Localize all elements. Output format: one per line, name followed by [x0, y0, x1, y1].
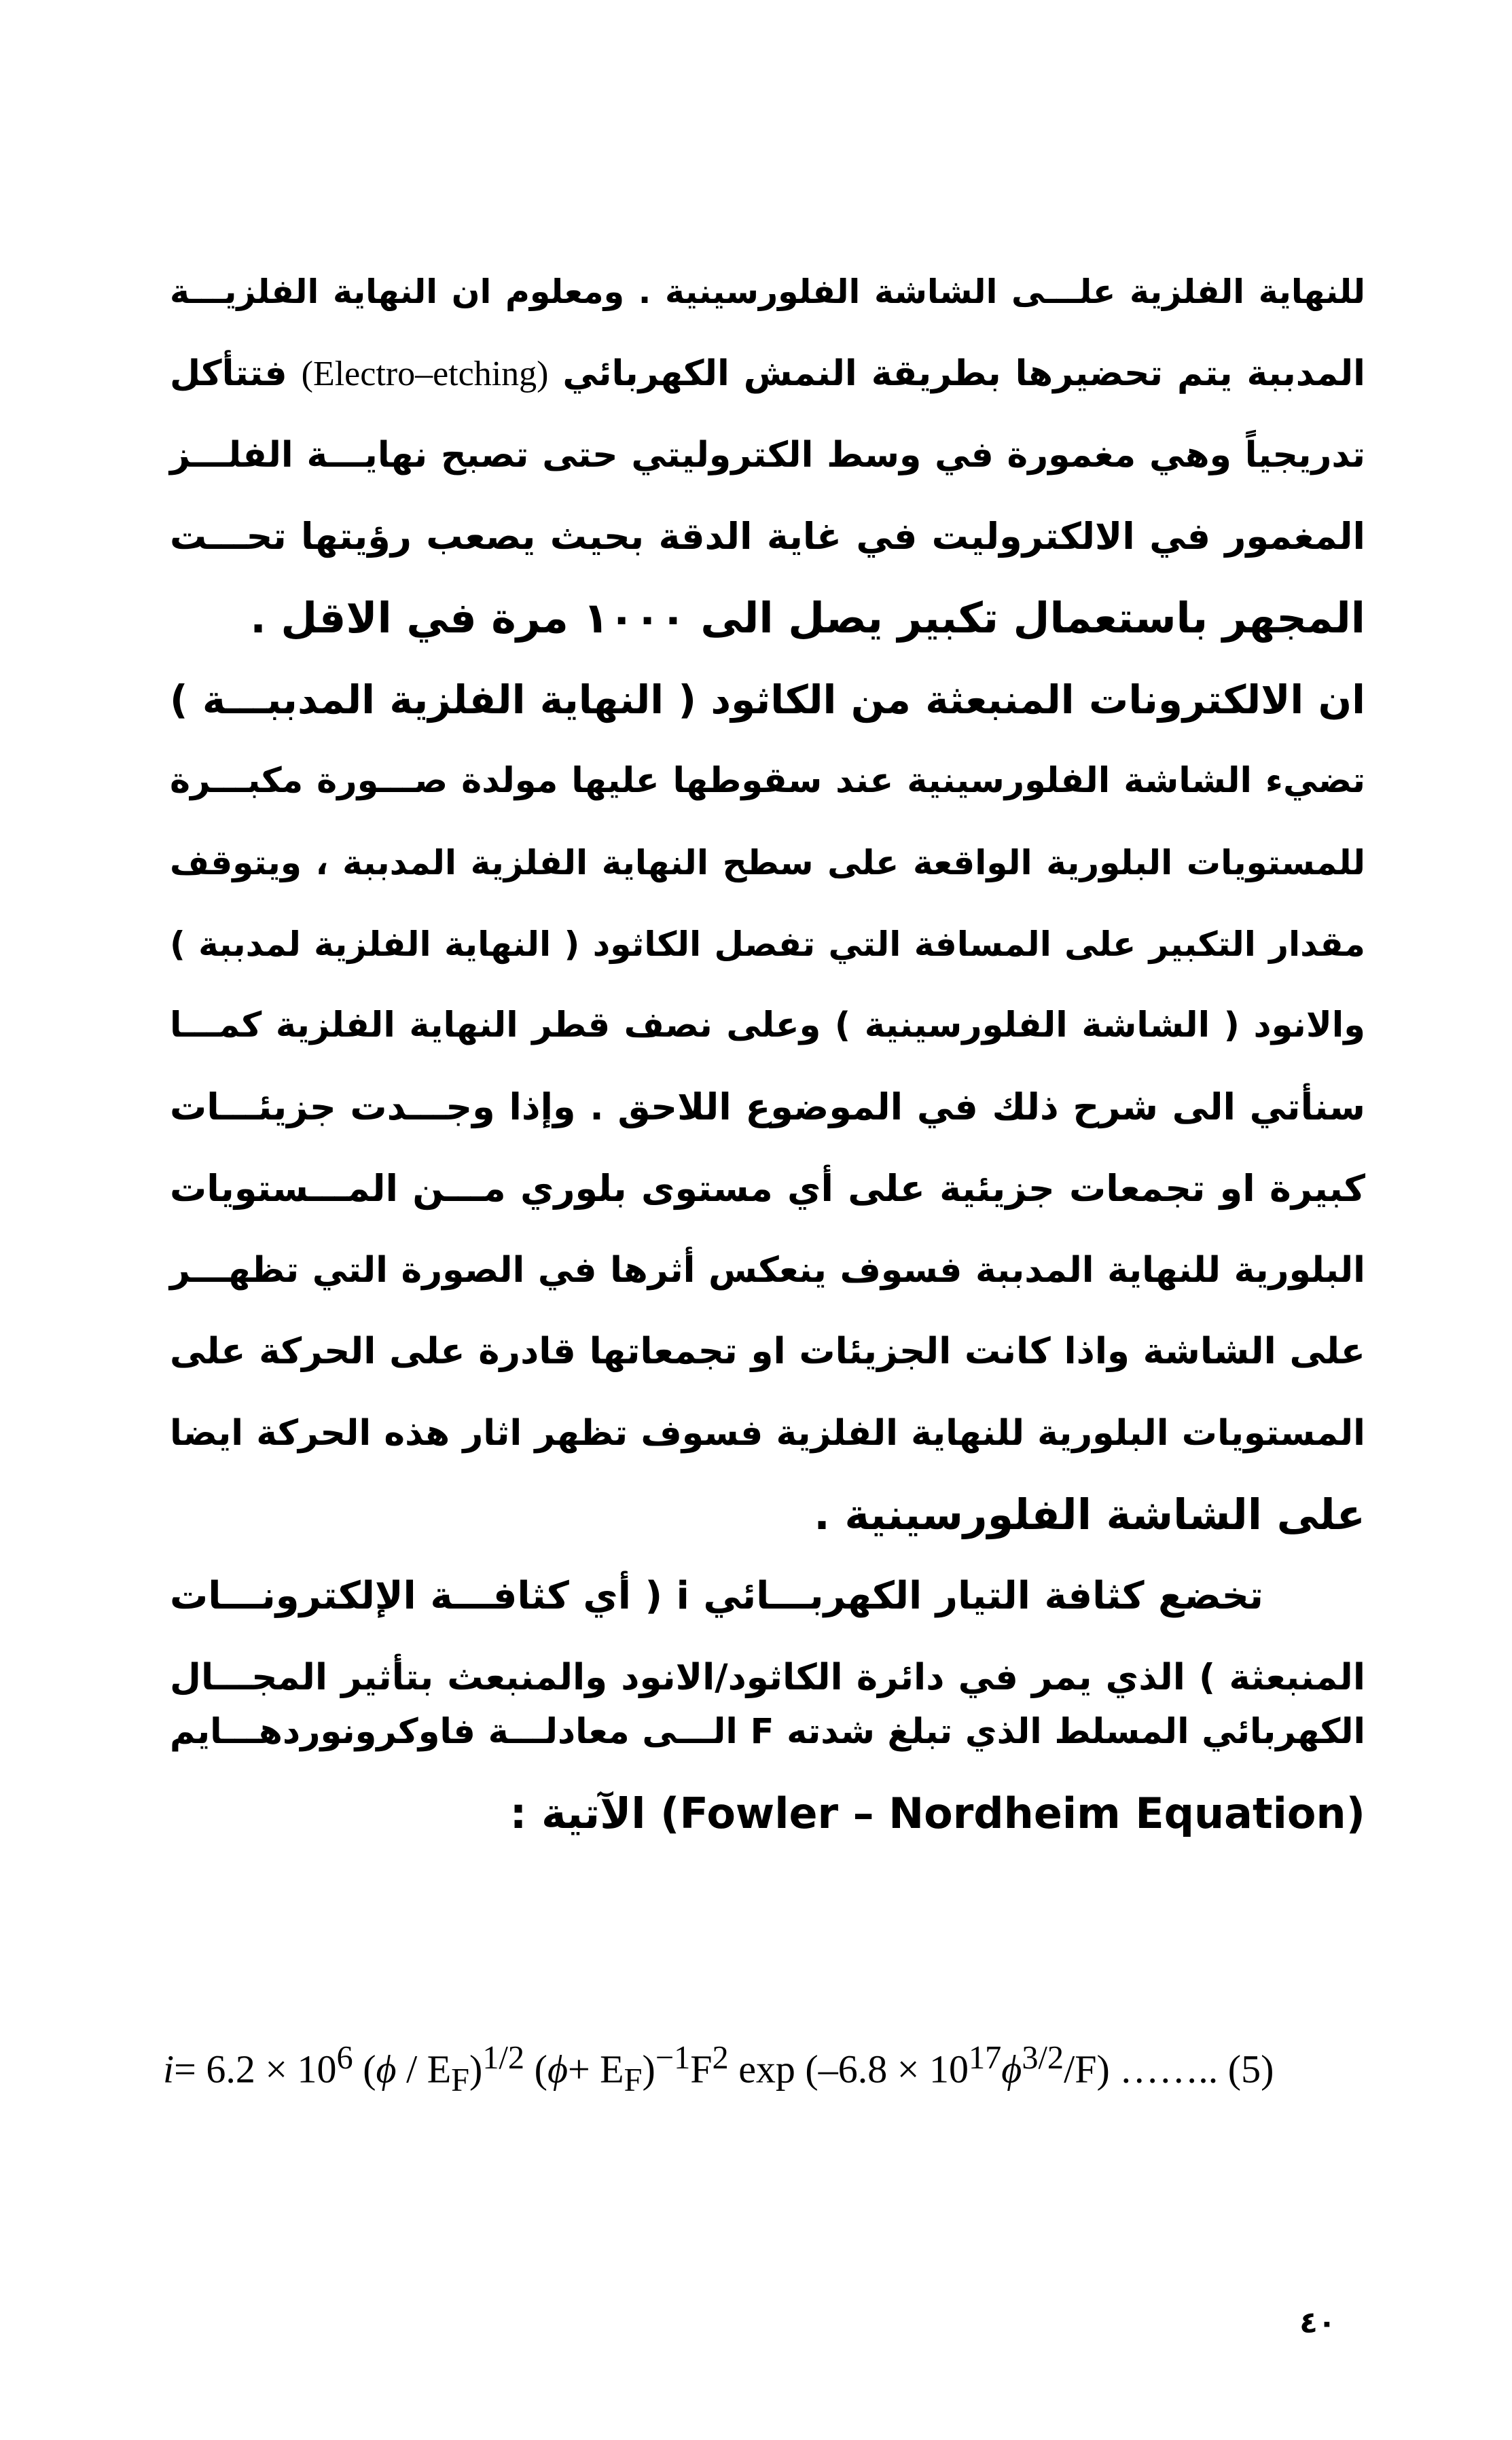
text-line-1: للنهاية الفلزية علـــى الشاشة الفلورسينية . ومعلوم ان النهاية الفلزيـــة: [170, 272, 1365, 311]
text-line-10: والانود ( الشاشة الفلورسينية ) وعلى نصف قطر النهاية الفلزية كمـــا: [170, 1005, 1365, 1045]
eq-subscript: F: [624, 2062, 643, 2098]
eq-part: (: [353, 2047, 376, 2092]
eq-phi-symbol: ϕ: [376, 2047, 397, 2092]
eq-exponent: 17: [968, 2040, 1002, 2076]
eq-part: (: [524, 2047, 547, 2092]
eq-phi-symbol: ϕ: [1001, 2047, 1022, 2092]
eq-part: F: [690, 2047, 713, 2092]
fowler-nordheim-equation: [163, 2017, 1358, 2099]
text-line-8: للمستويات البلورية الواقعة على سطح النهاية الفلزية المدببة ، ويتوقف: [170, 843, 1365, 882]
eq-current-symbol: i: [163, 2047, 175, 2092]
page-number: ٤٠: [1299, 2306, 1336, 2340]
body-text-continued: [170, 1712, 1365, 2017]
eq-part: / E: [396, 2047, 452, 2092]
eq-phi-symbol: ϕ: [547, 2047, 568, 2092]
text-line-15: المستويات البلورية للنهاية الفلزية فسوف تظهر اثار هذه الحركة ايضا: [170, 1413, 1365, 1454]
latin-term: (Electro–etching): [301, 355, 549, 393]
eq-part: /F) …….. (5): [1064, 2047, 1274, 2092]
text-line-4: المغمور في الالكتروليت في غاية الدقة بحيث يصعب رؤيتها تحـــت: [170, 515, 1365, 558]
text-line-19: الكهربائي المسلط الذي تبلغ شدته F الـــى معادلـــة فاوكرونوردهـــايم: [170, 1712, 1365, 1752]
eq-exponent: 3/2: [1022, 2040, 1064, 2076]
eq-part: ): [642, 2047, 655, 2092]
eq-part: + E: [567, 2047, 624, 2092]
text-line-7: تضيء الشاشة الفلورسينية عند سقوطها عليها مولدة صـــورة مكبـــرة: [170, 761, 1365, 801]
text-line-9: مقدار التكبير على المسافة التي تفصل الكاثود ( النهاية الفلزية لمدببة ): [170, 925, 1365, 964]
text-line-3: تدريجياً وهي مغمورة في وسط الكتروليتي حتى تصبح نهايـــة الفلـــز: [170, 435, 1365, 476]
eq-subscript: F: [451, 2062, 470, 2098]
body-text: [170, 251, 1365, 1698]
eq-exponent: −1: [655, 2040, 691, 2076]
text-line-17: تخضع كثافة التيار الكهربـــائي i ( أي كثافـــة الإلكترونـــات: [170, 1574, 1263, 1618]
eq-exponent: 2: [712, 2040, 729, 2076]
text-line-6: ان الالكترونات المنبعثة من الكاثود ( النهاية الفلزية المدببـــة ): [170, 677, 1365, 723]
text-line-14: على الشاشة واذا كانت الجزيئات او تجمعاتها قادرة على الحركة على: [170, 1331, 1365, 1372]
eq-exponent: 6: [336, 2040, 353, 2076]
eq-part: ): [469, 2047, 483, 2092]
text-line-16: على الشاشة الفلورسينية .: [814, 1490, 1365, 1539]
text-line-11: سنأتي الى شرح ذلك في الموضوع اللاحق . وإذا وجـــدت جزيئـــات: [170, 1086, 1365, 1128]
eq-part: = 6.2 × 10: [174, 2047, 337, 2092]
text-line-5: المجهر باستعمال تكبير يصل الى ١٠٠٠ مرة في الاقل .: [250, 593, 1365, 643]
eq-part: exp (–6.8 × 10: [728, 2047, 969, 2092]
eq-exponent: 1/2: [482, 2040, 525, 2076]
text-line-18: المنبعثة ) الذي يمر في دائرة الكاثود/الانود والمنبعث بتأثير المجـــال: [170, 1657, 1365, 1698]
text-line-12: كبيرة او تجمعات جزيئية على أي مستوى بلوري مـــن المـــستويات: [170, 1167, 1365, 1210]
text-line-2: المدببة يتم تحضيرها بطريقة النمش الكهربائي (Electro–etching) فتتأكل: [170, 353, 1365, 394]
text-line-20: (Fowler – Nordheim Equation) الآتية :: [509, 1789, 1365, 1838]
text-line-13: البلورية للنهاية المدببة فسوف ينعكس أثرها في الصورة التي تظهـــر: [170, 1250, 1365, 1291]
